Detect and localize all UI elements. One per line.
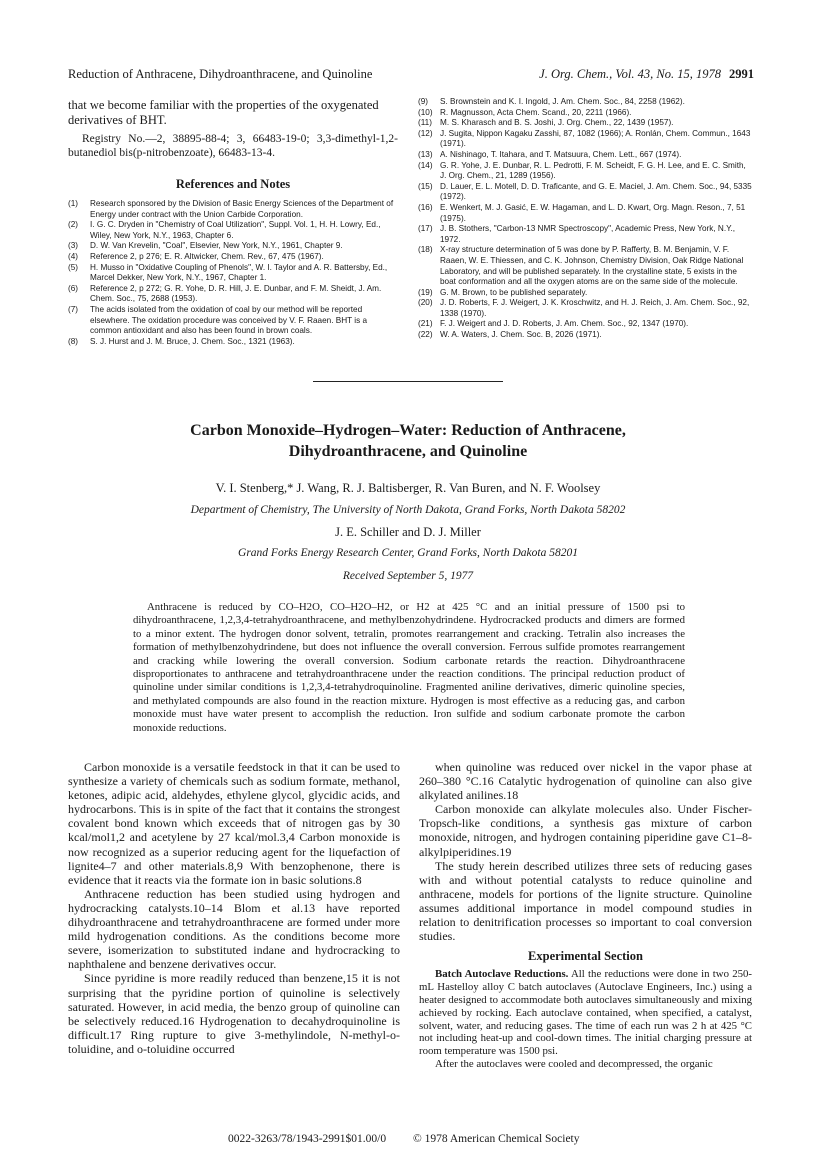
body-right-column — [419, 760, 752, 1071]
body-paragraph: The study herein described utilizes three sets of reducing gases with and without potential catalysts to reduce quinoline and anthracene, models for portions of the lignite structure. Quinoline assumes additional importance in model compound studies in relation to denitrification processes so important to coal conversion studies. — [419, 858, 752, 944]
reference-text: D. W. Van Krevelin, "Coal", Elsevier, New York, N.Y., 1961, Chapter 9. — [90, 241, 343, 251]
reference-text: G. R. Yohe, J. E. Dunbar, R. L. Pedrotti, F. M. Scheidt, F. G. H. Lee, and E. C. Smith, J. Org. Chem., 21, 1289 (1956). — [440, 160, 746, 181]
reference-item — [418, 288, 754, 299]
reference-number: (15) — [418, 181, 433, 191]
abstract: Anthracene is reduced by CO–H2O, CO–H2O–H2, or H2 at 425 °C and an initial pressure of 1500 psi to dihydroanthracene, 1,2,3,4-tetrahydroanthracene, and methylbenzohydrindene. Hydrocracked products and dimers are formed to a minor extent. The hydrogen donor solvent, tetralin, promotes rearrangement and cracking. Tetralin also increases the formation of methylbenzohydrindene, but does not influence the overall conversion. Ferrous sulfide promotes rearrangement and cracking while lowering the overall conversion. Sodium carbonate retards the reaction. Dihydroanthracene disproportionates to anthracene and tetrahydroanthracene under the reaction conditions. The principal reduction product of quinoline under similar conditions is 1,2,3,4-tetrahydroquinoline. Fragmented aniline derivatives, dimeric quinoline species, and methylated compounds are also found in the reaction mixture. Hydrogen is most effective as a reducing gas, and carbon monoxide must have water present to accomplish the reduction. Iron sulfide and sodium carbonate promote the carbon monoxide reductions. — [133, 601, 685, 734]
references-right-column — [418, 97, 754, 341]
reference-number: (13) — [418, 149, 433, 159]
article-title — [110, 420, 706, 462]
authors-second-group: J. E. Schiller and D. J. Miller — [335, 525, 481, 539]
reference-item — [68, 220, 400, 241]
reference-text: R. Magnusson, Acta Chem. Scand., 20, 2211 (1966). — [440, 107, 632, 117]
reference-item — [68, 241, 400, 252]
reference-item — [68, 284, 400, 305]
section-divider — [313, 381, 503, 382]
reference-number: (14) — [418, 160, 433, 170]
reference-number: (4) — [68, 251, 79, 261]
reference-text: Research sponsored by the Division of Basic Energy Sciences of the Department of Energy under contract with the Union Carbide Corporation. — [90, 199, 394, 219]
reference-item — [418, 319, 754, 330]
running-header-journal — [539, 67, 754, 82]
reference-text: The acids isolated from the oxidation of coal by our method will be reported elsewhere. The oxidation procedure was conceived by V. F. Raaen. BHT is a common antioxidant and also has been found in brown coals. — [90, 304, 368, 336]
reference-number: (9) — [418, 97, 429, 106]
body-paragraph: Carbon monoxide is a versatile feedstock in that it can be used to synthesize a variety of chemicals such as sodium formate, methanol, ketones, adipic acid, aldehydes, ethylene glycol, glycidic acids, and hydrocarbons. This is in spite of the fact that it contains the strongest covalent bond known which exceeds that of nitrogen gas by 30 kcal/mol1,2 and acetylene by 27 kcal/mol.3,4 Carbon monoxide is now recognized as a superior reducing agent for the liquefaction of lignite4–7 and other materials.8,9 With benzophenone, there is evidence that it reacts via the formate ion in basic solutions.8 — [68, 760, 400, 887]
reference-item — [418, 298, 754, 319]
reference-text: J. D. Roberts, F. J. Weigert, J. K. Kroschwitz, and H. J. Reich, J. Am. Chem. Soc., 92, 1338 (1970). — [440, 298, 750, 318]
reference-number: (16) — [418, 202, 433, 212]
reference-text: S. Brownstein and K. I. Ingold, J. Am. Chem. Soc., 84, 2258 (1962). — [440, 97, 685, 106]
body-paragraph: Since pyridine is more readily reduced than benzene,15 it is not surprising that the pyridine portion of quinoline is selectively saturated. However, in acid media, the benzo group of quinoline can be selectively reduced.16 Hydrogenation to decahydroquinoline is difficult.17 Ring rupture to give 3-methylindole, N-methyl-o-toluidine, and o-toluidine occurred — [68, 971, 400, 1056]
reference-item — [418, 203, 754, 224]
reference-number: (2) — [68, 220, 79, 230]
reference-item — [418, 182, 754, 203]
affiliation-energy-center: Grand Forks Energy Research Center, Grand Forks, North Dakota 58201 — [238, 547, 578, 559]
page-number: 2991 — [729, 67, 754, 81]
registry-numbers: Registry No.—2, 38895-88-4; 3, 66483-19-0; 3,3-dimethyl-1,2-butanediol bis(p-nitrobenzoate), 66483-13-4. — [68, 133, 398, 159]
body-paragraph: Anthracene reduction has been studied using hydrogen and hydrocracking catalysts.10–14 Blom et al.13 have reported dihydroanthracene and tetrahydroanthracene are formed under more mild hydrogenation conditions. As the conditions become more severe, isomerization to substituted indane and hydrocracking to naphthalene and benzene derivatives occur. — [68, 886, 400, 972]
reference-number: (20) — [418, 298, 433, 308]
received-date: Received September 5, 1977 — [342, 570, 474, 582]
body-left-column — [68, 760, 400, 1056]
reference-number: (21) — [418, 319, 433, 329]
reference-text: H. Musso in "Oxidative Coupling of Phenols", W. I. Taylor and A. R. Battersby, Ed., Marcel Dekker, New York, N.Y., 1967, Chapter 1. — [90, 262, 388, 283]
reference-text: Reference 2, p 272; G. R. Yohe, D. R. Hill, J. E. Dunbar, and F. M. Sheidt, J. Am. Chem. Soc., 75, 2688 (1953). — [90, 283, 382, 304]
reference-text: X-ray structure determination of 5 was done by P. Rafferty, B. M. Benjamin, V. F. Raaen, W. E. Thiessen, and C. K. Johnson, Chemistry Division, Oak Ridge National Laboratory, and will be published separately. In the crystalline state, 5 exists in the boat conformation and all the oxygen atoms are on the same side of the molecule. — [440, 245, 744, 287]
reference-text: I. G. C. Dryden in "Chemistry of Coal Utilization", Suppl. Vol. 1, H. H. Lowry, Ed., Wiley, New York, N.Y., 1963, Chapter 6. — [90, 220, 381, 240]
experimental-text: All the reductions were done in two 250-mL Hastelloy alloy C batch autoclaves (Autoclave Engineers, Inc.) using a heater designed to accommodate both autoclaves simultaneously and mixing achieved by rocking. Each autoclave contained, when specified, a catalyst, solvent, water, and reducing gases. The time of each run was 2 h at 425 °C not including heat-up and cool-down times. The initial charging pressure at room temperature was 1500 psi. — [419, 968, 753, 1058]
references-heading: References and Notes — [175, 177, 291, 191]
reference-number: (22) — [418, 330, 433, 340]
experimental-lead: Batch Autoclave Reductions. — [435, 968, 569, 981]
reference-text: G. M. Brown, to be published separately. — [440, 287, 588, 297]
previous-article-closing-text: that we become familiar with the properties of the oxygenated derivatives of BHT. — [68, 98, 379, 127]
reference-item — [68, 199, 400, 220]
experimental-paragraph-2: After the autoclaves were cooled and decompressed, the organic — [435, 1057, 713, 1070]
reference-number: (1) — [68, 199, 79, 208]
reference-text: F. J. Weigert and J. D. Roberts, J. Am. Chem. Soc., 92, 1347 (1970). — [440, 319, 689, 329]
reference-item — [68, 305, 400, 337]
article-title-line2: Dihydroanthracene, and Quinoline — [288, 443, 528, 460]
reference-number: (7) — [68, 304, 79, 314]
reference-item — [418, 245, 754, 287]
authors: V. I. Stenberg,* J. Wang, R. J. Baltisberger, R. Van Buren, and N. F. Woolsey — [215, 481, 601, 495]
reference-item — [418, 108, 754, 119]
reference-number: (3) — [68, 241, 79, 251]
running-header-title: Reduction of Anthracene, Dihydroanthracene, and Quinoline — [68, 67, 373, 81]
reference-number: (17) — [418, 224, 433, 234]
reference-number: (18) — [418, 245, 433, 255]
reference-number: (8) — [68, 336, 79, 346]
reference-number: (10) — [418, 107, 433, 117]
reference-text: J. Sugita, Nippon Kagaku Zasshi, 87, 1082 (1966); A. Ronlán, Chem. Commun., 1643 (1971). — [440, 128, 751, 149]
footer-code: 0022-3263/78/1943-2991$01.00/0 — [228, 1133, 387, 1145]
reference-text: E. Wenkert, M. J. Gasić, E. W. Hagaman, and L. D. Kwart, Org. Magn. Reson., 7, 51 (1975). — [440, 202, 746, 223]
reference-item — [68, 337, 400, 348]
reference-text: J. B. Stothers, "Carbon-13 NMR Spectroscopy", Academic Press, New York, N.Y., 1972. — [440, 224, 736, 244]
reference-text: A. Nishinago, T. Itahara, and T. Matsuura, Chem. Lett., 667 (1974). — [440, 149, 682, 159]
journal-citation: J. Org. Chem., Vol. 43, No. 15, 1978 — [539, 67, 721, 81]
reference-item — [418, 330, 754, 341]
reference-number: (11) — [418, 118, 432, 128]
reference-item — [418, 224, 754, 245]
reference-number: (19) — [418, 287, 433, 297]
experimental-section-heading: Experimental Section — [528, 949, 643, 964]
reference-item — [418, 97, 754, 108]
reference-item — [418, 118, 754, 129]
reference-number: (6) — [68, 283, 79, 293]
reference-item — [418, 129, 754, 150]
footer-copyright: © 1978 American Chemical Society — [413, 1133, 580, 1145]
reference-text: Reference 2, p 276; E. R. Altwicker, Chem. Rev., 67, 475 (1967). — [90, 251, 324, 261]
reference-item — [418, 150, 754, 161]
body-paragraph: Carbon monoxide can alkylate molecules also. Under Fischer-Tropsch-like conditions, a synthesis gas mixture of carbon monoxide, nitrogen, and hydrogen containing piperidine gave C1–8-alkylpiperidines.19 — [419, 802, 752, 859]
references-left-column — [68, 199, 400, 347]
reference-text: M. S. Kharasch and B. S. Joshi, J. Org. Chem., 22, 1439 (1957). — [440, 118, 674, 128]
reference-text: W. A. Waters, J. Chem. Soc. B, 2026 (1971). — [440, 330, 602, 340]
reference-text: D. Lauer, E. L. Motell, D. D. Traficante, and G. E. Maciel, J. Am. Chem. Soc., 94, 5335 (1972). — [440, 181, 752, 202]
article-title-line1: Carbon Monoxide–Hydrogen–Water: Reduction of Anthracene, — [190, 422, 626, 439]
reference-item — [418, 161, 754, 182]
experimental-paragraph — [419, 968, 752, 1058]
reference-item — [68, 263, 400, 284]
reference-item — [68, 252, 400, 263]
affiliation-university: Department of Chemistry, The University of North Dakota, Grand Forks, North Dakota 58202 — [190, 504, 626, 516]
body-paragraph: when quinoline was reduced over nickel in the vapor phase at 260–380 °C.16 Catalytic hydrogenation of quinoline can also give alkylated anilines.18 — [419, 760, 752, 803]
reference-number: (5) — [68, 262, 79, 272]
reference-text: S. J. Hurst and J. M. Bruce, J. Chem. Soc., 1321 (1963). — [90, 336, 295, 346]
reference-number: (12) — [418, 128, 433, 138]
